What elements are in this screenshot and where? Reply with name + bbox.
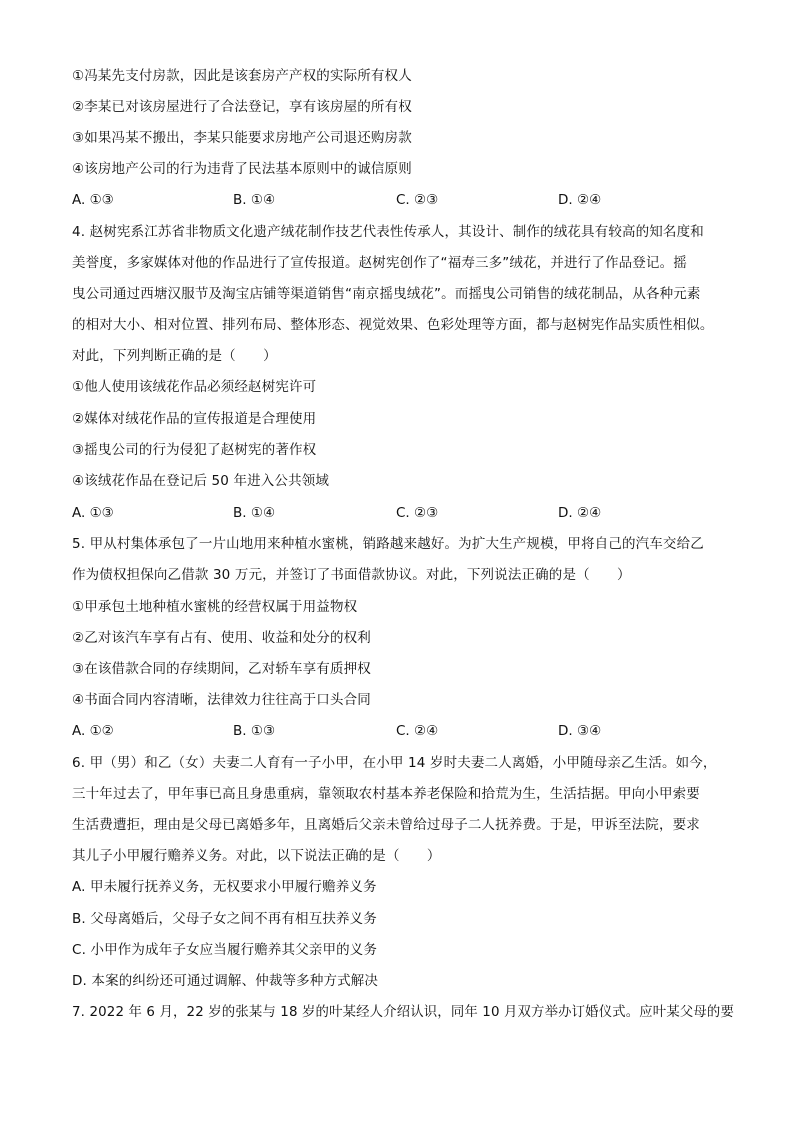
option-a: A. ①③ xyxy=(72,192,114,208)
option-c: C. ②③ xyxy=(396,192,439,208)
statement-1: ①甲承包土地种植水蜜桃的经营权属于用益物权 xyxy=(72,599,358,615)
question-5-stem-line: 5. 甲从村集体承包了一片山地用来种植水蜜桃，销路越来越好。为扩大生产规模，甲将自己的汽车交给乙 xyxy=(72,536,704,552)
option-c: C. ②③ xyxy=(396,505,439,521)
statement-4: ④该绒花作品在登记后 50 年进入公共领域 xyxy=(72,473,330,489)
statement-4: ④书面合同内容清晰，法律效力往往高于口头合同 xyxy=(72,692,371,708)
statement-2: ②乙对该汽车享有占有、使用、收益和处分的权利 xyxy=(72,630,371,646)
question-6-stem-line: 生活费遭拒，理由是父母已离婚多年，且离婚后父亲未曾给过母子二人抚养费。于是，甲诉至法院，要求 xyxy=(72,817,700,833)
statement-1: ①冯某先支付房款，因此是该套房产产权的实际所有权人 xyxy=(72,68,412,84)
option-b: B. ①④ xyxy=(233,192,276,208)
question-4-stem-line: 美誉度，多家媒体对他的作品进行了宣传报道。赵树宪创作了“福寿三多”绒花，并进行了作品登记。摇 xyxy=(72,255,687,271)
option-d: D. ③④ xyxy=(558,723,602,739)
question-4-stem-line: 4. 赵树宪系江苏省非物质文化遗产绒花制作技艺代表性传承人，其设计、制作的绒花具有较高的知名度和 xyxy=(72,224,704,240)
statement-3: ③在该借款合同的存续期间，乙对轿车享有质押权 xyxy=(72,661,371,677)
statement-2: ②李某已对该房屋进行了合法登记，享有该房屋的所有权 xyxy=(72,99,412,115)
option-d: D. ②④ xyxy=(558,505,602,521)
statement-3: ③摇曳公司的行为侵犯了赵树宪的著作权 xyxy=(72,442,317,458)
statement-4: ④该房地产公司的行为违背了民法基本原则中的诚信原则 xyxy=(72,161,412,177)
question-5-stem-line: 作为债权担保向乙借款 30 万元，并签订了书面借款协议。对此，下列说法正确的是（ ） xyxy=(72,567,631,583)
statement-1: ①他人使用该绒花作品必须经赵树宪许可 xyxy=(72,379,317,395)
statement-2: ②媒体对绒花作品的宣传报道是合理使用 xyxy=(72,411,317,427)
statement-3: ③如果冯某不搬出，李某只能要求房地产公司退还购房款 xyxy=(72,130,412,146)
question-6-stem-line: 6. 甲（男）和乙（女）夫妻二人育有一子小甲，在小甲 14 岁时夫妻二人离婚，小甲随母亲乙生活。如今， xyxy=(72,755,717,771)
question-6-stem-line: 其儿子小甲履行赡养义务。对此，以下说法正确的是（ ） xyxy=(72,848,441,864)
question-4-stem-line: 的相对大小、相对位置、排列布局、整体形态、视觉效果、色彩处理等方面，都与赵树宪作品实质性相似。 xyxy=(72,317,714,333)
option-c: C. ②④ xyxy=(396,723,439,739)
option-a: A. ①② xyxy=(72,723,114,739)
option-b: B. ①④ xyxy=(233,505,276,521)
choice-d: D. 本案的纠纷还可通过调解、仲裁等多种方式解决 xyxy=(72,973,379,989)
question-7-stem-line: 7. 2022 年 6 月，22 岁的张某与 18 岁的叶某经人介绍认识，同年 10 月双方举办订婚仪式。应叶某父母的要 xyxy=(72,1004,734,1020)
question-4-stem-line: 曳公司通过西塘汉服节及淘宝店铺等渠道销售“南京摇曳绒花”。而摇曳公司销售的绒花制品，从各种元素 xyxy=(72,286,701,302)
question-6-stem-line: 三十年过去了，甲年事已高且身患重病，靠领取农村基本养老保险和拾荒为生，生活拮据。甲向小甲索要 xyxy=(72,786,700,802)
option-d: D. ②④ xyxy=(558,192,602,208)
question-4-stem-line: 对此，下列判断正确的是（ ） xyxy=(72,348,277,364)
choice-b: B. 父母离婚后，父母子女之间不再有相互扶养义务 xyxy=(72,911,377,927)
option-a: A. ①③ xyxy=(72,505,114,521)
choice-c: C. 小甲作为成年子女应当履行赡养其父亲甲的义务 xyxy=(72,942,378,958)
choice-a: A. 甲未履行抚养义务，无权要求小甲履行赡养义务 xyxy=(72,879,377,895)
option-b: B. ①③ xyxy=(233,723,276,739)
